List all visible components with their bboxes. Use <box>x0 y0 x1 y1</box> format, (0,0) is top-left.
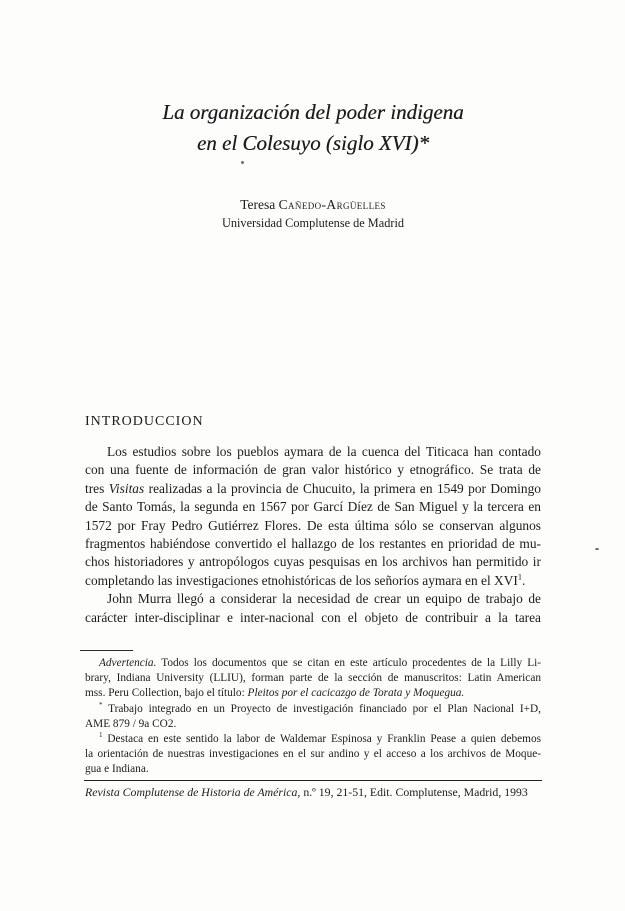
text-line <box>85 762 541 777</box>
sup-text-segment: * <box>99 700 103 709</box>
author-affiliation: Universidad Complutense de Madrid <box>221 216 405 230</box>
text-segment: . <box>522 572 526 588</box>
text-line <box>85 517 541 535</box>
article-title <box>85 97 541 159</box>
text-segment: con una fuente de información de gran valor histórico y etnográfico. Se trata de <box>85 462 541 478</box>
text-segment: carácter inter-disciplinar e inter-nacional con el objeto de contribuir a la tarea <box>85 609 541 625</box>
footnote-separator-rule <box>80 650 133 651</box>
scan-speck <box>241 161 244 164</box>
text-segment: tres <box>85 480 109 496</box>
title-line-2: en el Colesuyo (siglo XVI)* <box>196 131 430 155</box>
title-line-1: La organización del poder indigena <box>162 100 464 124</box>
text-segment: 1572 por Fray Pedro Gutiérrez Flores. De esta última sólo se conservan algunos <box>85 517 541 533</box>
text-line <box>85 732 541 747</box>
text-segment: completando las investigaciones etnohistóricas de los señoríos aymara en el XVI <box>85 572 518 588</box>
text-segment: la orientación de nuestras investigaciones en el sur andino y el acceso a los archivos de Moque- <box>85 748 541 761</box>
text-segment: mss. Peru Collection, bajo el título: <box>85 687 248 700</box>
text-segment: John Murra llegó a considerar la necesidad de crear un equipo de trabajo de <box>107 591 541 607</box>
text-segment: realizadas a la provincia de Chucuito, la primera en 1549 por Domingo <box>144 480 541 496</box>
text-segment: de Santo Tomás, la segunda en 1567 por Garcí Díez de San Miguel y la tercera en <box>85 499 541 515</box>
journal-footer <box>85 785 541 800</box>
text-line <box>85 656 541 671</box>
text-line <box>85 480 541 498</box>
text-line <box>85 717 541 732</box>
text-segment: , n.º 19, 21-51, Edit. Complutense, Madrid, 1993 <box>297 785 528 799</box>
text-line <box>85 535 541 553</box>
text-segment: brary, Indiana University (LLIU), forman parte de la sección de manuscritos: Latin American <box>85 672 541 685</box>
text-line <box>85 686 541 701</box>
text-line <box>85 785 541 800</box>
italic-text-segment: Revista Complutense de Historia de América <box>85 785 298 799</box>
text-line <box>85 443 541 461</box>
section-heading: INTRODUCCION <box>85 414 204 429</box>
text-segment: AME 879 / 9a CO2. <box>85 717 177 730</box>
text-segment: Destaca en este sentido la labor de Waldemar Espinosa y Franklin Pease a quien debemos <box>102 733 541 746</box>
text-line <box>85 498 541 516</box>
text-segment: Trabajo integrado en un Proyecto de investigación financiado por el Plan Nacional I+D, <box>102 702 541 715</box>
footer-rule <box>84 780 542 781</box>
author-name <box>85 197 541 213</box>
italic-text-segment: Pleitos por el cacicazgo de Torata y Moquegua. <box>247 687 465 700</box>
body-text <box>85 443 541 627</box>
scan-speck <box>595 548 599 550</box>
text-line <box>85 572 541 590</box>
italic-text-segment: Advertencia. <box>99 657 157 669</box>
text-line <box>85 590 541 608</box>
author-last-name: Cañedo-Argüelles <box>278 197 386 212</box>
text-line <box>85 609 541 627</box>
text-line <box>85 702 541 717</box>
sup-text-segment: 1 <box>99 731 103 740</box>
text-segment: Todos los documentos que se citan en este artículo procedentes de la Lilly Li- <box>156 657 541 669</box>
text-line <box>85 461 541 479</box>
text-line <box>85 671 541 686</box>
author-first-name: Teresa <box>240 197 276 212</box>
text-segment: chos historiadores y antropólogos cuyas pesquisas en los archivos han permitido ir <box>85 554 541 570</box>
text-segment: Los estudios sobre los pueblos aymara de la cuenca del Titicaca han contado <box>107 444 541 459</box>
text-line <box>85 553 541 571</box>
footnotes <box>85 656 541 778</box>
text-segment: gua e Indiana. <box>85 763 149 776</box>
italic-text-segment: Visitas <box>108 480 145 496</box>
text-line <box>85 747 541 762</box>
sup-text-segment: 1 <box>517 572 522 582</box>
text-segment: fragmentos habiéndose convertido el hallazgo de los restantes en prioridad de mu- <box>85 536 541 552</box>
